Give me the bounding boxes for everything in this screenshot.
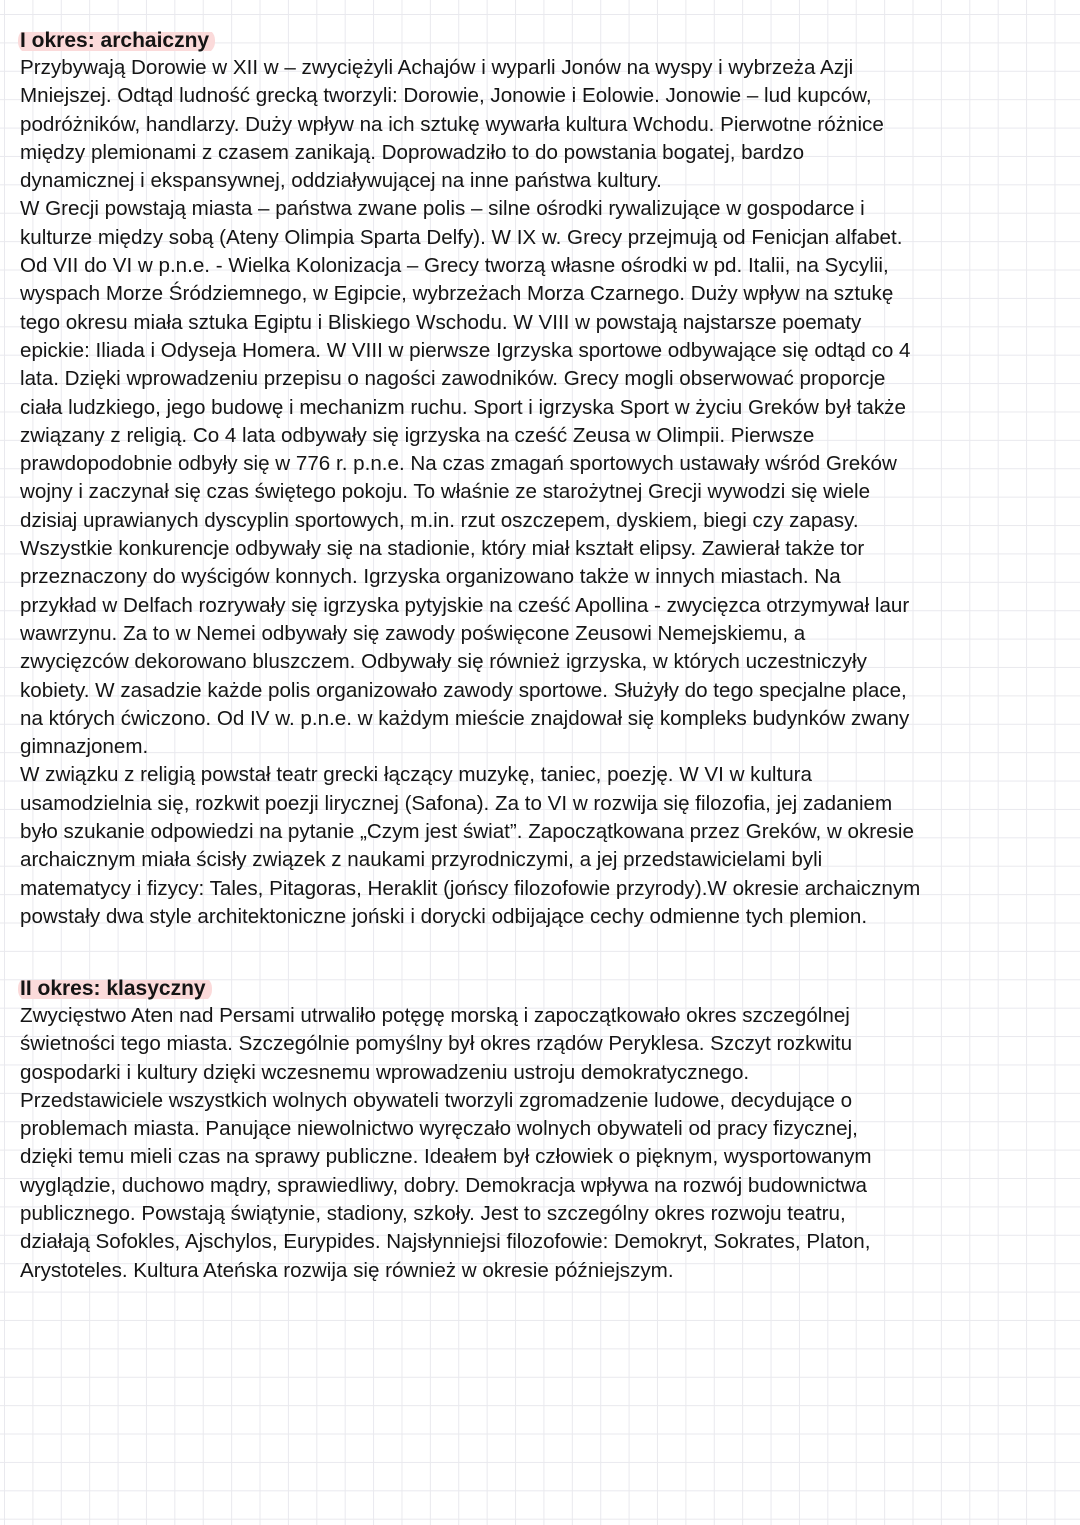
text-line: podróżników, handlarzy. Duży wpływ na ich sztukę wywarła kultura Wchodu. Pierwotne różnice	[20, 112, 884, 136]
section-heading-archaic: I okres: archaiczny	[18, 28, 215, 54]
text-line: prawdopodobnie odbyły się w 776 r. p.n.e. Na czas zmagań sportowych ustawały wśród Greków	[20, 452, 897, 476]
text-line: dynamicznej i ekspansywnej, oddziaływującej na inne państwa kultury.	[20, 169, 662, 193]
text-line: wojny i zaczynał się czas świętego pokoju. To właśnie ze starożytnej Grecji wywodzi się wiele	[20, 480, 871, 504]
text-line: dzięki temu mieli czas na sprawy publiczne. Ideałem był człowiek o pięknym, wysportowanym	[20, 1145, 872, 1169]
text-line: kulturze między sobą (Ateny Olimpia Sparta Delfy). W IX w. Grecy przejmują od Fenicjan alfabet.	[20, 225, 903, 249]
text-line: kobiety. W zasadzie każde polis organizowało zawody sportowe. Służyły do tego specjalne place,	[20, 678, 907, 702]
text-line: Zwycięstwo Aten nad Persami utrwaliło potęgę morską i zapoczątkowało okres szczególnej	[20, 1004, 850, 1027]
text-line: lata. Dzięki wprowadzeniu przepisu o nagości zawodników. Grecy mogli obserwować proporcje	[20, 367, 886, 391]
text-line: gimnazjonem.	[20, 735, 149, 759]
text-line: przeznaczony do wyścigów konnych. Igrzyska organizowano także w innych miastach. Na	[20, 565, 841, 589]
text-line: tego okresu miała sztuka Egiptu i Bliskiego Wschodu. W VIII w powstają najstarsze poematy	[20, 310, 862, 334]
text-line: Arystoteles. Kultura Ateńska rozwija się również w okresie późniejszym.	[20, 1258, 674, 1282]
text-line: Od VII do VI w p.n.e. - Wielka Kolonizacja – Grecy tworzą własne ośrodki w pd. Italii, na Sycylii,	[20, 254, 889, 278]
text-line: związany z religią. Co 4 lata odbywały się igrzyska na cześć Zeusa w Olimpii. Pierwsze	[20, 423, 815, 447]
section-classic-period	[20, 976, 1070, 1285]
text-line: dzisiaj uprawianych dyscyplin sportowych, m.in. rzut oszczepem, dyskiem, biegi czy zapasy.	[20, 508, 859, 532]
text-line: usamodzielnia się, rozkwit poezji lirycznej (Safona). Za to VI w rozwija się filozofia, jej zadaniem	[20, 791, 893, 815]
section-body-classic	[20, 1002, 1070, 1285]
text-line: między plemionami z czasem zanikają. Doprowadziło to do powstania bogatej, bardzo	[20, 140, 805, 164]
text-line: Przedstawiciele wszystkich wolnych obywateli tworzyli zgromadzenie ludowe, decydujące o	[20, 1088, 853, 1112]
text-line: problemach miasta. Panujące niewolnictwo wyręczało wolnych obywateli od pracy fizycznej,	[20, 1117, 858, 1141]
text-line: zwycięzców dekorowano bluszczem. Odbywały się również igrzyska, w których uczestniczyły	[20, 650, 867, 674]
text-line: wyglądzie, duchowo mądry, sprawiedliwy, dobry. Demokracja wpływa na rozwój budownictwa	[20, 1173, 867, 1197]
text-line: matematycy i fizycy: Tales, Pitagoras, Heraklit (jońscy filozofowie przyrody).W okresie archaicznym	[20, 876, 921, 900]
text-line: świetności tego miasta. Szczególnie pomyślny był okres rządów Peryklesa. Szczyt rozkwitu	[20, 1032, 853, 1056]
text-line: przykład w Delfach rozrywały się igrzyska pytyjskie na cześć Apollina - zwycięzca otrzymywał laur	[20, 593, 910, 617]
text-line: gospodarki i kultury dzięki wczesnemu wprowadzeniu ustroju demokratycznego.	[20, 1060, 750, 1084]
text-line: epickie: Iliada i Odyseja Homera. W VIII w pierwsze Igrzyska sportowe odbywające się odtąd co 4	[20, 338, 911, 362]
section-archaic-period	[20, 28, 1070, 931]
text-line: W związku z religią powstał teatr grecki łączący muzykę, taniec, poezję. W VI w kultura	[20, 763, 812, 787]
text-line: na których ćwiczono. Od IV w. p.n.e. w każdym mieście znajdował się kompleks budynków zwany	[20, 706, 910, 730]
text-line: W Grecji powstają miasta – państwa zwane polis – silne ośrodki rywalizujące w gospodarce i	[20, 197, 865, 221]
text-line: działają Sofokles, Ajschylos, Eurypides. Najsłynniejsi filozofowie: Demokryt, Sokrates, Platon,	[20, 1230, 871, 1254]
text-line: Przybywają Dorowie w XII w – zwyciężyli Achajów i wyparli Jonów na wyspy i wybrzeża Azji	[20, 56, 854, 79]
text-line: ciała ludzkiego, jego budowę i mechanizm ruchu. Sport i igrzyska Sport w życiu Greków był także	[20, 395, 906, 419]
section-body-archaic	[20, 54, 1070, 931]
text-line: Wszystkie konkurencje odbywały się na stadionie, który miał kształt elipsy. Zawierał także tor	[20, 537, 865, 561]
text-line: wawrzynu. Za to w Nemei odbywały się zawody poświęcone Zeusowi Nemejskiemu, a	[20, 621, 806, 645]
text-line: archaicznym miała ścisły związek z naukami przyrodniczymi, a jej przedstawicielami byli	[20, 848, 823, 872]
text-line: wyspach Morze Śródziemnego, w Egipcie, wybrzeżach Morza Czarnego. Duży wpływ na sztukę	[20, 282, 894, 306]
section-heading-classic: II okres: klasyczny	[18, 976, 212, 1002]
text-line: Mniejszej. Odtąd ludność grecką tworzyli: Dorowie, Jonowie i Eolowie. Jonowie – lud kupców,	[20, 84, 872, 108]
text-line: publicznego. Powstają świątynie, stadiony, szkoły. Jest to szczególny okres rozwoju teatru,	[20, 1202, 846, 1226]
text-line: było szukanie odpowiedzi na pytanie „Czym jest świat”. Zapoczątkowana przez Greków, w okresie	[20, 820, 914, 844]
text-line: powstały dwa style architektoniczne joński i dorycki odbijające cechy odmienne tych plemion.	[20, 904, 868, 928]
